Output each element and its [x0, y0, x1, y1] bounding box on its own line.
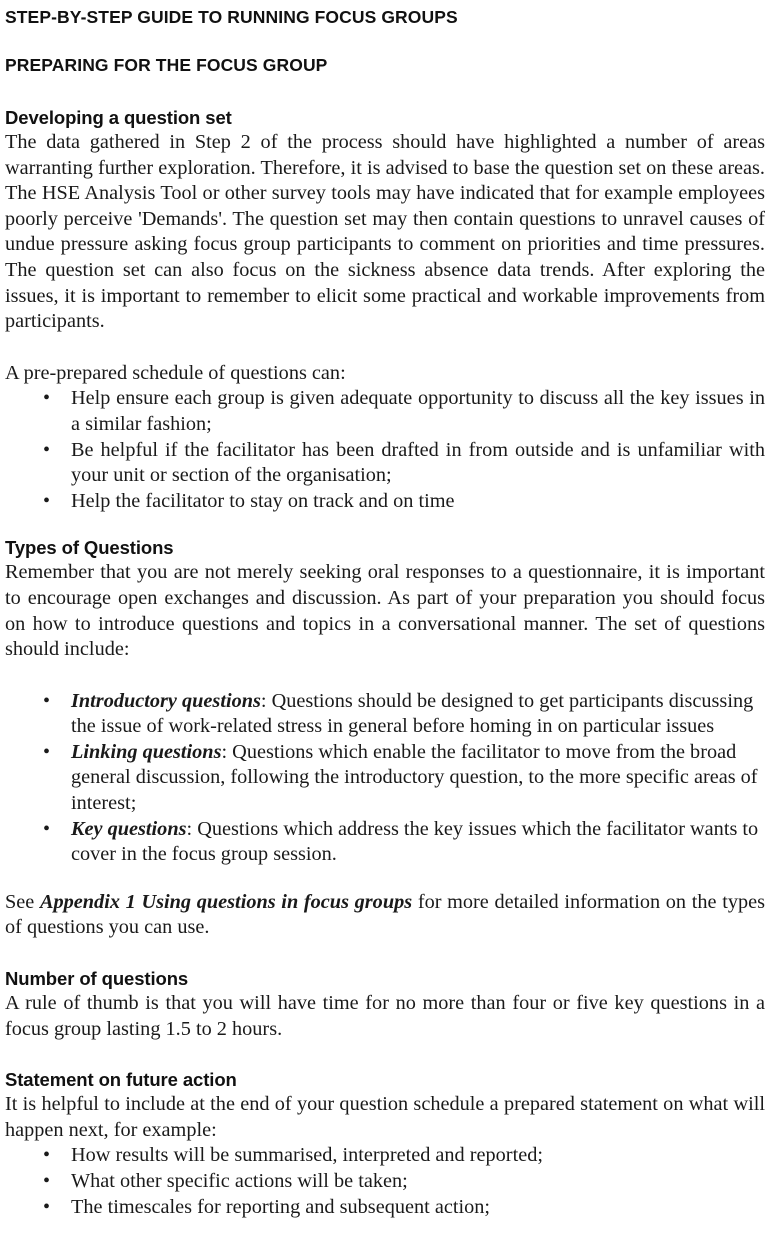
- spacer: [5, 1042, 765, 1068]
- list-item-text: Be helpful if the facilitator has been drafted in from outside and is unfamiliar with your unit or section of the organisation;: [71, 438, 765, 487]
- list-item-text: : Questions should be designed to get participants discussing the issue of work-related stress in general before homing in on particular issues: [71, 689, 754, 738]
- bullet-icon: •: [43, 489, 51, 512]
- spacer: [5, 28, 765, 54]
- heading-number-of-questions: Number of questions: [5, 968, 189, 990]
- bullet-icon: •: [43, 438, 51, 461]
- bullet-icon: •: [43, 1144, 51, 1167]
- heading-types-of-questions: Types of Questions: [5, 537, 174, 559]
- list-item-lead: Key questions: [71, 817, 187, 840]
- bullet-list-future-action: [5, 1143, 765, 1220]
- bullet-icon: •: [43, 387, 51, 410]
- list-item: [5, 740, 765, 817]
- list-item: [5, 386, 765, 437]
- paragraph-number-of-questions: A rule of thumb is that you will have time for no more than four or five key questions in a focus group lasting 1.5 to 2 hours.: [5, 992, 765, 1040]
- spacer: [5, 663, 765, 689]
- spacer: [5, 514, 765, 536]
- paragraph-types-of-questions: Remember that you are not merely seeking oral responses to a questionnaire, it is important to encourage open exchanges and discussion. As part of your preparation you should focus on how to introduce questions and topics in a conversational manner. The set of questions should include:: [5, 561, 765, 661]
- bullet-list-question-types: [5, 689, 765, 868]
- bullet-icon: •: [43, 817, 51, 840]
- bullet-icon: •: [43, 740, 51, 763]
- list-item: [5, 817, 765, 868]
- list-item: [5, 489, 765, 515]
- list-item-text: Help ensure each group is given adequate opportunity to discuss all the key issues in a similar fashion;: [71, 387, 765, 435]
- spacer: [5, 868, 765, 890]
- bullet-list-schedule-benefits: [5, 386, 765, 514]
- list-item-text: : Questions which enable the facilitator to move from the broad general discussion, following the introductory question, to the more specific areas of interest;: [71, 740, 758, 815]
- list-item: [5, 1143, 765, 1169]
- list-item: [5, 689, 765, 740]
- list-item-lead: Linking questions: [71, 740, 222, 763]
- spacer: [5, 76, 765, 106]
- section-title-preparing: PREPARING FOR THE FOCUS GROUP: [5, 55, 328, 75]
- list-item-text: Help the facilitator to stay on track and on time: [71, 489, 455, 512]
- bullet-icon: •: [43, 1170, 51, 1192]
- list-item: [5, 1195, 765, 1221]
- document-title: STEP-BY-STEP GUIDE TO RUNNING FOCUS GROUPS: [5, 7, 458, 27]
- heading-statement-future-action: Statement on future action: [5, 1069, 237, 1091]
- appendix-reference-title: Appendix 1 Using questions in focus groups: [39, 890, 413, 913]
- list-item-text: The timescales for reporting and subsequent action;: [71, 1195, 491, 1218]
- list-item-lead: Introductory questions: [71, 689, 261, 712]
- list-item-text: What other specific actions will be taken;: [71, 1170, 408, 1192]
- paragraph-developing-question-set: The data gathered in Step 2 of the process should have highlighted a number of areas warranting further exploration. Therefore, it is advised to base the question set on these areas. The HSE Analysis Tool or other survey tools may have indicated that for example employees poorly perceive 'Demands'. The question set may then contain questions to unravel causes of undue pressure asking focus group participants to comment on priorities and time pressures. The question set can also focus on the sickness absence data trends. After exploring the issues, it is important to remember to elicit some practical and workable improvements from participants.: [5, 131, 765, 333]
- see-suffix: for more detailed information on the types of questions you can use.: [5, 890, 766, 939]
- bullet-icon: •: [43, 689, 51, 712]
- spacer: [5, 941, 765, 967]
- list-intro-pre-prepared-schedule: A pre-prepared schedule of questions can:: [5, 361, 346, 384]
- list-item: [5, 438, 765, 489]
- list-item: [5, 1169, 765, 1195]
- list-item-text: : Questions which address the key issues which the facilitator wants to cover in the focus group session.: [71, 817, 759, 866]
- heading-developing-question-set: Developing a question set: [5, 107, 232, 128]
- paragraph-appendix-reference: [5, 890, 765, 941]
- see-prefix: See: [5, 890, 40, 913]
- list-item-text: How results will be summarised, interpreted and reported;: [71, 1144, 543, 1167]
- bullet-icon: •: [43, 1195, 51, 1218]
- spacer: [5, 335, 765, 361]
- paragraph-statement-future-action: It is helpful to include at the end of your question schedule a prepared statement on what will happen next, for example:: [5, 1093, 765, 1141]
